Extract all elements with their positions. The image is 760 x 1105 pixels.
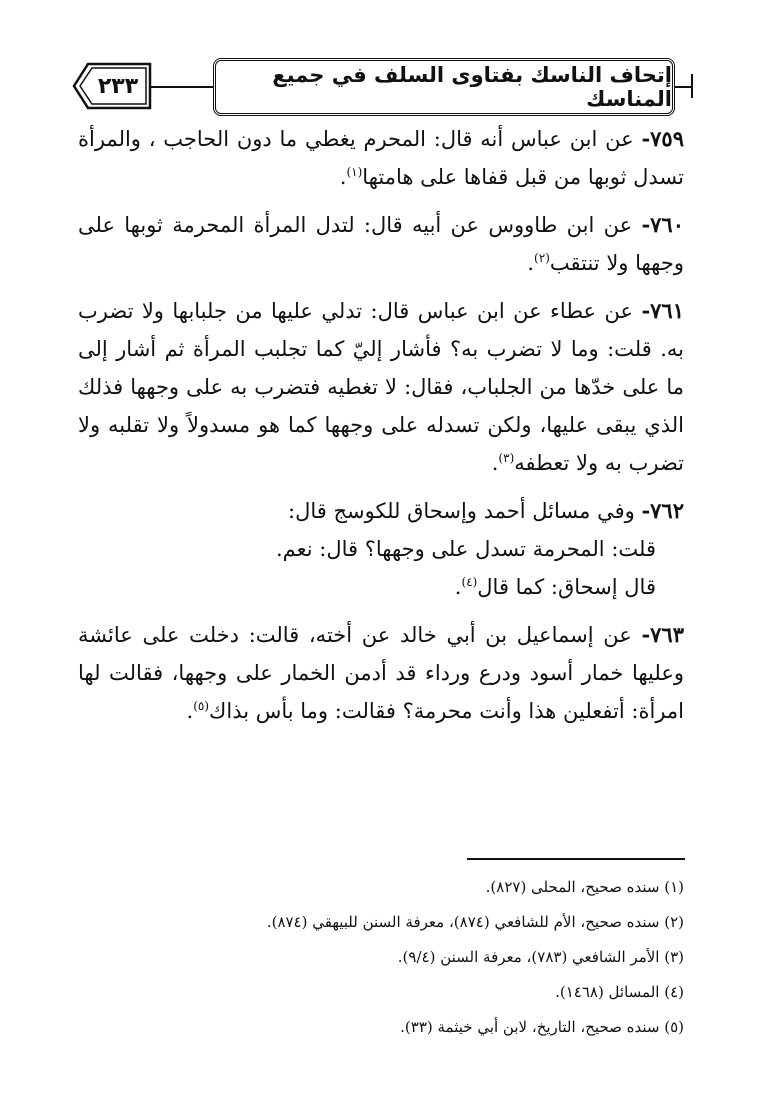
paragraph-text: عن إسماعيل بن أبي خالد عن أخته، قالت: دخلت على عائشة وعليها خمار أسود ودرع ورداء قد أدمن الخمار على وجهها، فقالت لها امرأة: أتفعلين هذا وأنت محرمة؟ فقالت: وما بأس بذاك (78, 623, 684, 723)
qa-answer (78, 568, 684, 606)
paragraph-760 (78, 206, 684, 282)
paragraph-end: . (491, 451, 499, 475)
paragraph-end: . (339, 165, 347, 189)
footnote-ref: (٥) (193, 699, 210, 713)
qa-end: . (454, 575, 462, 599)
running-header (213, 58, 675, 116)
footnote-2: (٢) سنده صحيح، الأم للشافعي (٨٧٤)، معرفة السنن للبيهقي (٨٧٤). (266, 913, 684, 931)
item-number: ٧٦١- (641, 298, 684, 323)
footnote-4: (٤) المسائل (١٤٦٨). (555, 983, 684, 1001)
footnote-ref: (١) (346, 165, 363, 179)
qa-question (78, 530, 684, 568)
page-number: ٢٣٣ (97, 73, 139, 99)
paragraph-text: وفي مسائل أحمد وإسحاق للكوسج قال: (288, 499, 642, 523)
paragraph-763 (78, 616, 684, 730)
item-number: ٧٦٠- (641, 212, 684, 237)
header-rule-left (150, 86, 213, 88)
footnote-ref: (٣) (498, 451, 515, 465)
paragraph-759 (78, 120, 684, 196)
item-number: ٧٦٢- (641, 498, 684, 523)
main-text (78, 120, 684, 740)
footnote-5: (٥) سنده صحيح، التاريخ، لابن أبي خيثمة (٣٣). (400, 1018, 684, 1036)
footnotes (78, 870, 684, 1045)
qa-line: قال إسحاق: كما قال (477, 575, 656, 599)
item-number: ٧٥٩- (641, 126, 684, 151)
paragraph-end: . (186, 699, 194, 723)
footnote-3: (٣) الأمر الشافعي (٧٨٣)، معرفة السنن (٩/٤). (397, 948, 684, 966)
paragraph-762 (78, 492, 684, 530)
footnote-separator (467, 858, 685, 860)
paragraph-761 (78, 292, 684, 482)
footnote-ref: (٤) (461, 575, 478, 589)
header-rule-end (691, 74, 693, 98)
paragraph-end: . (527, 251, 535, 275)
paragraph-text: عن ابن عباس أنه قال: المحرم يغطي ما دون الحاجب ، والمرأة تسدل ثوبها من قبل قفاها على هامتها (78, 127, 684, 189)
item-number: ٧٦٣- (641, 622, 684, 647)
book-title: إتحاف الناسك بفتاوى السلف في جميع المناسك (272, 63, 672, 111)
footnote-ref: (٢) (534, 251, 550, 265)
page-number-tab (72, 61, 152, 111)
footnote-1: (١) سنده صحيح، المحلى (٨٢٧). (485, 878, 684, 896)
qa-line: قلت: المحرمة تسدل على وجهها؟ قال: نعم. (275, 537, 656, 561)
paragraph-text: عن ابن طاووس عن أبيه قال: لتدل المرأة المحرمة ثوبها على وجهها ولا تنتقب (78, 213, 684, 275)
paragraph-text: عن عطاء عن ابن عباس قال: تدلي عليها من جلبابها ولا تضرب به. قلت: وما لا تضرب به؟ فأشار إليّ كما تجلبب المرأة ثم أشار إلى ما على خدّها من الجلباب، فقال: لا تغطيه فتضرب به على وجهها فذلك الذي يبقى عليها، ولكن تسدله على وجهها كما هو مسدولاً ولا تقلبه ولا تضرب به ولا تعطفه (78, 299, 684, 475)
